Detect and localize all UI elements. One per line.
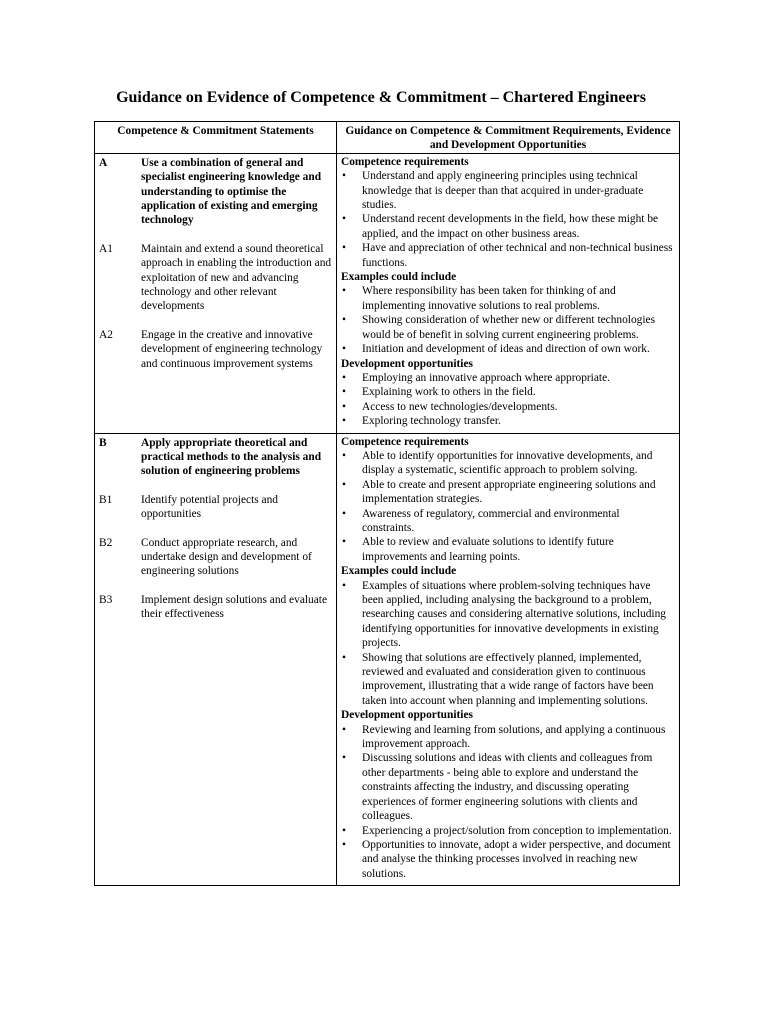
list-item: • Initiation and development of ideas and direction of own work. <box>341 342 673 356</box>
header-statements: Competence & Commitment Statements <box>95 122 337 154</box>
list-item: • Understand recent developments in the field, how these might be applied, and the impact on other business areas. <box>341 212 673 241</box>
bullet-list <box>341 371 673 429</box>
list-item: • Exploring technology transfer. <box>341 414 673 428</box>
list-item: • Discussing solutions and ideas with clients and colleagues from other departments - being able to explore and understand the constraints affecting the industry, and discussing operating experiences of former engineering solutions with clients and colleagues. <box>341 751 673 823</box>
competence-table <box>94 121 680 886</box>
list-item: • Able to identify opportunities for innovative developments, and display a systematic, scientific approach to problem solving. <box>341 449 673 478</box>
list-item: • Awareness of regulatory, commercial and environmental constraints. <box>341 507 673 536</box>
table-header-row <box>95 122 680 154</box>
list-item: • Opportunities to innovate, adopt a wider perspective, and document and analyse the thinking processes involved in reaching new solutions. <box>341 838 673 881</box>
section-title: Development opportunities <box>341 357 473 370</box>
statement-text: Implement design solutions and evaluate their effectiveness <box>141 593 328 621</box>
statements-cell <box>95 153 337 433</box>
bullet-list <box>341 169 673 270</box>
bullet-list <box>341 723 673 881</box>
bullet-list <box>341 284 673 356</box>
statement-code: A <box>99 156 108 169</box>
list-item: • Examples of situations where problem-solving techniques have been applied, including analysing the background to a problem, researching causes and considering alternative solutions, including identifying opportunities for innovative developments in existing projects. <box>341 579 673 651</box>
section-title: Development opportunities <box>341 709 473 722</box>
statement-code: B3 <box>99 593 113 606</box>
bullet-list <box>341 449 673 564</box>
statement-code: A1 <box>99 242 113 255</box>
statement-text: Conduct appropriate research, and undertake design and development of engineering solutions <box>141 536 312 578</box>
section-title: Examples could include <box>341 271 457 284</box>
list-item: • Employing an innovative approach where appropriate. <box>341 371 673 385</box>
list-item: • Have and appreciation of other technical and non-technical business functions. <box>341 241 673 270</box>
list-item: • Understand and apply engineering principles using technical knowledge that is deeper than that acquired in under-graduate studies. <box>341 169 673 212</box>
statement <box>99 493 332 522</box>
statement <box>99 436 332 479</box>
list-item: • Experiencing a project/solution from conception to implementation. <box>341 824 673 838</box>
list-item: • Where responsibility has been taken for thinking of and implementing innovative solutions to real problems. <box>341 284 673 313</box>
statement-text: Engage in the creative and innovative development of engineering technology and continuous improvement systems <box>141 328 323 370</box>
guidance-cell <box>337 433 680 886</box>
section-title: Competence requirements <box>341 155 469 168</box>
statement-code: B1 <box>99 493 113 506</box>
statement <box>99 328 332 371</box>
statement-text: Use a combination of general and specialist engineering knowledge and understanding to optimise the application of existing and emerging technology <box>141 156 322 227</box>
statement-text: Maintain and extend a sound theoretical approach in enabling the introduction and exploitation of new and advancing technology and other relevant developments <box>141 242 332 313</box>
statement-code: A2 <box>99 328 113 341</box>
list-item: • Access to new technologies/developments. <box>341 400 673 414</box>
list-item: • Showing consideration of whether new or different technologies would be of benefit in solving current engineering problems. <box>341 313 673 342</box>
guidance-cell <box>337 153 680 433</box>
statement <box>99 593 332 622</box>
statement-code: B2 <box>99 536 113 549</box>
section-title: Competence requirements <box>341 435 469 448</box>
statements-cell <box>95 433 337 886</box>
statement <box>99 156 332 228</box>
statement <box>99 536 332 579</box>
header-guidance: Guidance on Competence & Commitment Requirements, Evidence and Development Opportunities <box>337 122 680 154</box>
statement <box>99 242 332 314</box>
statement-code: B <box>99 436 107 449</box>
table-body <box>95 153 680 885</box>
statement-text: Identify potential projects and opportunities <box>141 493 278 521</box>
list-item: • Able to create and present appropriate engineering solutions and implementation strategies. <box>341 478 673 507</box>
list-item: • Showing that solutions are effectively planned, implemented, reviewed and evaluated and consideration given to continuous improvement, illustrating that a wide range of factors have been taken into account when planning and implementing solutions. <box>341 651 673 709</box>
list-item: • Reviewing and learning from solutions, and applying a continuous improvement approach. <box>341 723 673 752</box>
table-row <box>95 153 680 433</box>
list-item: • Able to review and evaluate solutions to identify future improvements and learning points. <box>341 535 673 564</box>
section-title: Examples could include <box>341 565 457 578</box>
table-row <box>95 433 680 886</box>
statement-text: Apply appropriate theoretical and practical methods to the analysis and solution of engineering problems <box>141 436 322 478</box>
document-title: Guidance on Evidence of Competence & Commitment – Chartered Engineers <box>116 89 646 106</box>
list-item: • Explaining work to others in the field. <box>341 385 673 399</box>
bullet-list <box>341 579 673 709</box>
